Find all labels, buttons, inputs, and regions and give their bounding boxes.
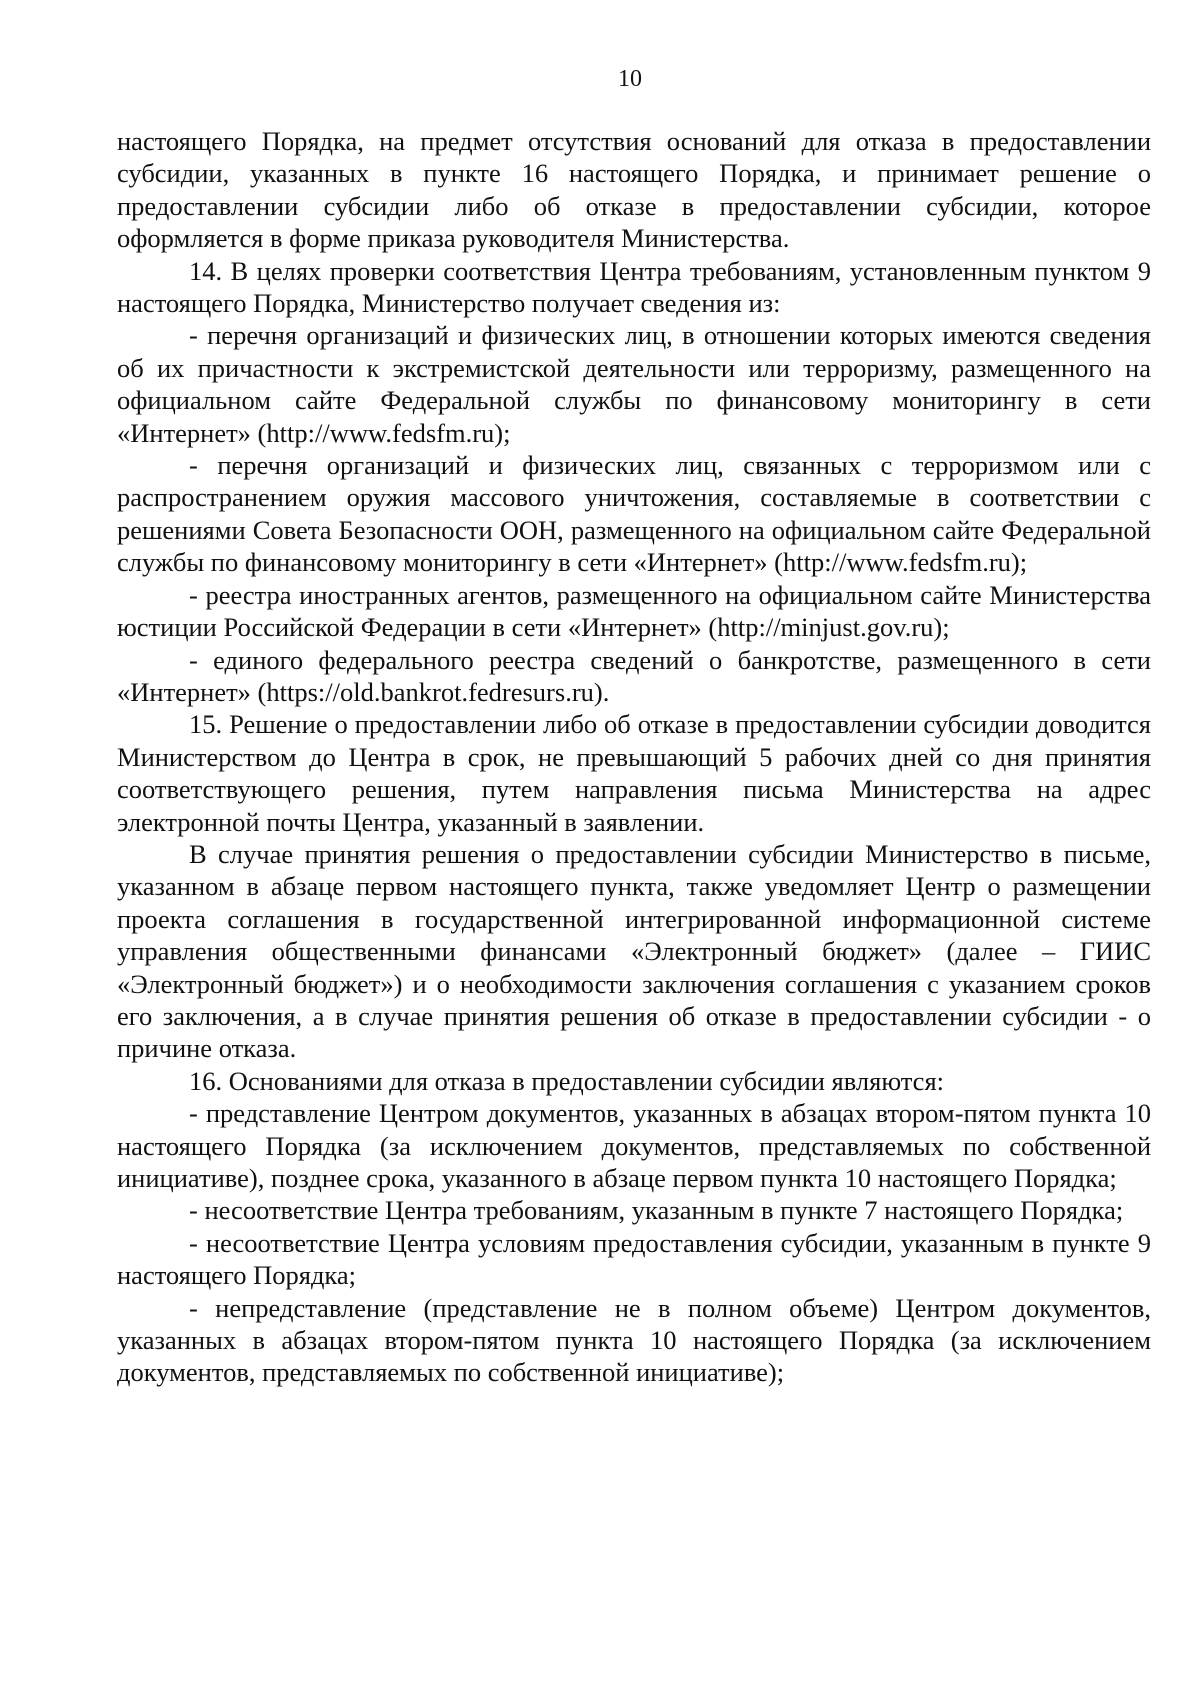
list-item: - несоответствие Центра требованиям, указанным в пункте 7 настоящего Порядка; <box>189 1195 1124 1226</box>
paragraph-item-15: 15. Решение о предоставлении либо об отказе в предоставлении субсидии доводится Министерством до Центра в срок, не превышающий 5 рабочих дней со дня принятия соответствующего решения, путем направления письма Министерства на адрес электронной почты Центра, указанный в заявлении. <box>117 709 1151 837</box>
page-number: 10 <box>618 66 642 92</box>
list-item: - перечня организаций и физических лиц, связанных с терроризмом или с распространением оружия массового уничтожения, составляемые в соответствии с решениями Совета Безопасности ООН, размещенного на официальном сайте Федеральной службы по финансовому мониторингу в сети «Интернет» (http://www.fedsfm.ru); <box>117 450 1151 578</box>
paragraph-item-14: 14. В целях проверки соответствия Центра требованиям, установленным пунктом 9 настоящего Порядка, Министерство получает сведения из: <box>117 255 1151 319</box>
paragraph-item-16: 16. Основаниями для отказа в предоставлении субсидии являются: <box>189 1065 944 1096</box>
list-item: - перечня организаций и физических лиц, в отношении которых имеются сведения об их причастности к экстремистской деятельности или терроризму, размещенного на официальном сайте Федеральной службы по финансовому мониторингу в сети «Интернет» (http://www.fedsfm.ru); <box>117 320 1151 448</box>
list-item: - представление Центром документов, указанных в абзацах втором-пятом пункта 10 настоящего Порядка (за исключением документов, представляемых по собственной инициативе), позднее срока, указанного в абзаце первом пункта 10 настоящего Порядка; <box>117 1098 1151 1193</box>
paragraph: В случае принятия решения о предоставлении субсидии Министерство в письме, указанном в абзаце первом настоящего пункта, также уведомляет Центр о размещении проекта соглашения в государственной интегрированной информационной системе управления общественными финансами «Электронный бюджет» (далее – ГИИС «Электронный бюджет») и о необходимости заключения соглашения с указанием сроков его заключения, а в случае принятия решения об отказе в предоставлении субсидии - о причине отказа. <box>117 838 1151 1064</box>
list-item: - единого федерального реестра сведений о банкротстве, размещенного в сети «Интернет» (https://old.bankrot.fedresurs.ru). <box>117 644 1151 707</box>
document-body <box>117 125 1151 1389</box>
list-item: - непредставление (представление не в полном объеме) Центром документов, указанных в абзацах втором-пятом пункта 10 настоящего Порядка (за исключением документов, представляемых по собственной инициативе); <box>117 1292 1151 1388</box>
paragraph-continuation: настоящего Порядка, на предмет отсутствия оснований для отказа в предоставлении субсидии, указанных в пункте 16 настоящего Порядка, и принимает решение о предоставлении субсидии либо об отказе в предоставлении субсидии, которое оформляется в форме приказа руководителя Министерства. <box>117 126 1151 254</box>
list-item: - несоответствие Центра условиям предоставления субсидии, указанным в пункте 9 настоящего Порядка; <box>117 1227 1151 1291</box>
list-item: - реестра иностранных агентов, размещенного на официальном сайте Министерства юстиции Российской Федерации в сети «Интернет» (http://minjust.gov.ru); <box>117 579 1151 643</box>
